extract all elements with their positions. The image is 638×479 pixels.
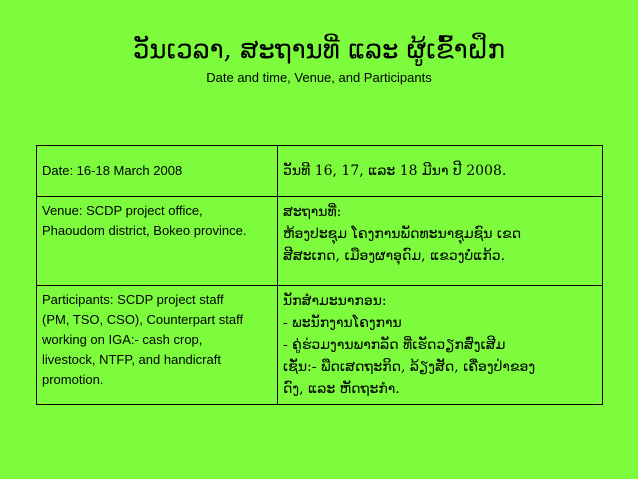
venue-cell-english xyxy=(37,197,278,286)
venue-lao-line-3: ສີສະເກດ, ເມືອງຜາອຸດົມ, ແຂວງບໍ່ແກ້ວ. xyxy=(283,248,506,264)
participants-cell-english xyxy=(37,286,278,405)
venue-lao-line-2: ຫ້ອງປະຊຸມ ໂຄງການພັດທະນາຊຸມຊົນ ເຂດ xyxy=(283,226,522,242)
participants-english-line-3: working on IGA:- cash crop, xyxy=(42,332,203,347)
participants-lao-line-2: - ພະນັກງານໂຄງການ xyxy=(283,315,402,331)
date-cell-lao xyxy=(278,146,603,197)
table-row-venue xyxy=(37,197,603,286)
page-title: ວັນເວລາ, ສະຖານທີ່ ແລະ ຜູ້ເຂົ້າຝຶກ xyxy=(132,35,506,65)
date-lao-line: ວັນທີ 16, 17, ແລະ 18 ມີນາ ປີ 2008. xyxy=(283,163,507,179)
info-table xyxy=(36,145,603,405)
venue-english-line-2: Phaoudom district, Bokeo province. xyxy=(42,223,247,238)
participants-english-line-1: Participants: SCDP project staff xyxy=(42,292,224,307)
participants-english-line-2: (PM, TSO, CSO), Counterpart staff xyxy=(42,312,244,327)
page-subtitle: Date and time, Venue, and Participants xyxy=(206,70,432,85)
participants-lao-line-4: ເຊັ່ນ:- ພືດເສດຖະກິດ, ລ້ຽງສັດ, ເຄື່ອງປ່າຂອງ xyxy=(283,359,536,375)
participants-cell-lao xyxy=(278,286,603,405)
date-cell-english xyxy=(37,146,278,197)
table-row-participants xyxy=(37,286,603,405)
participants-lao-line-1: ນັກສຳມະນາກອນ: xyxy=(283,293,387,309)
participants-lao-line-3: - ຄູ່ຮ່ວມງານພາກລັດ ທີ່ເຮັດວຽກສົ່ງເສີມ xyxy=(283,337,506,353)
participants-english-line-5: promotion. xyxy=(42,372,104,387)
table-row-date xyxy=(37,146,603,197)
participants-english-line-4: livestock, NTFP, and handicraft xyxy=(42,352,221,367)
participants-lao-line-5: ດົງ, ແລະ ຫັດຖະກຳ. xyxy=(283,381,400,397)
date-english-line: Date: 16-18 March 2008 xyxy=(42,163,183,178)
venue-cell-lao xyxy=(278,197,603,286)
venue-english-line-1: Venue: SCDP project office, xyxy=(42,203,203,218)
venue-lao-line-1: ສະຖານທີ່: xyxy=(283,204,342,220)
